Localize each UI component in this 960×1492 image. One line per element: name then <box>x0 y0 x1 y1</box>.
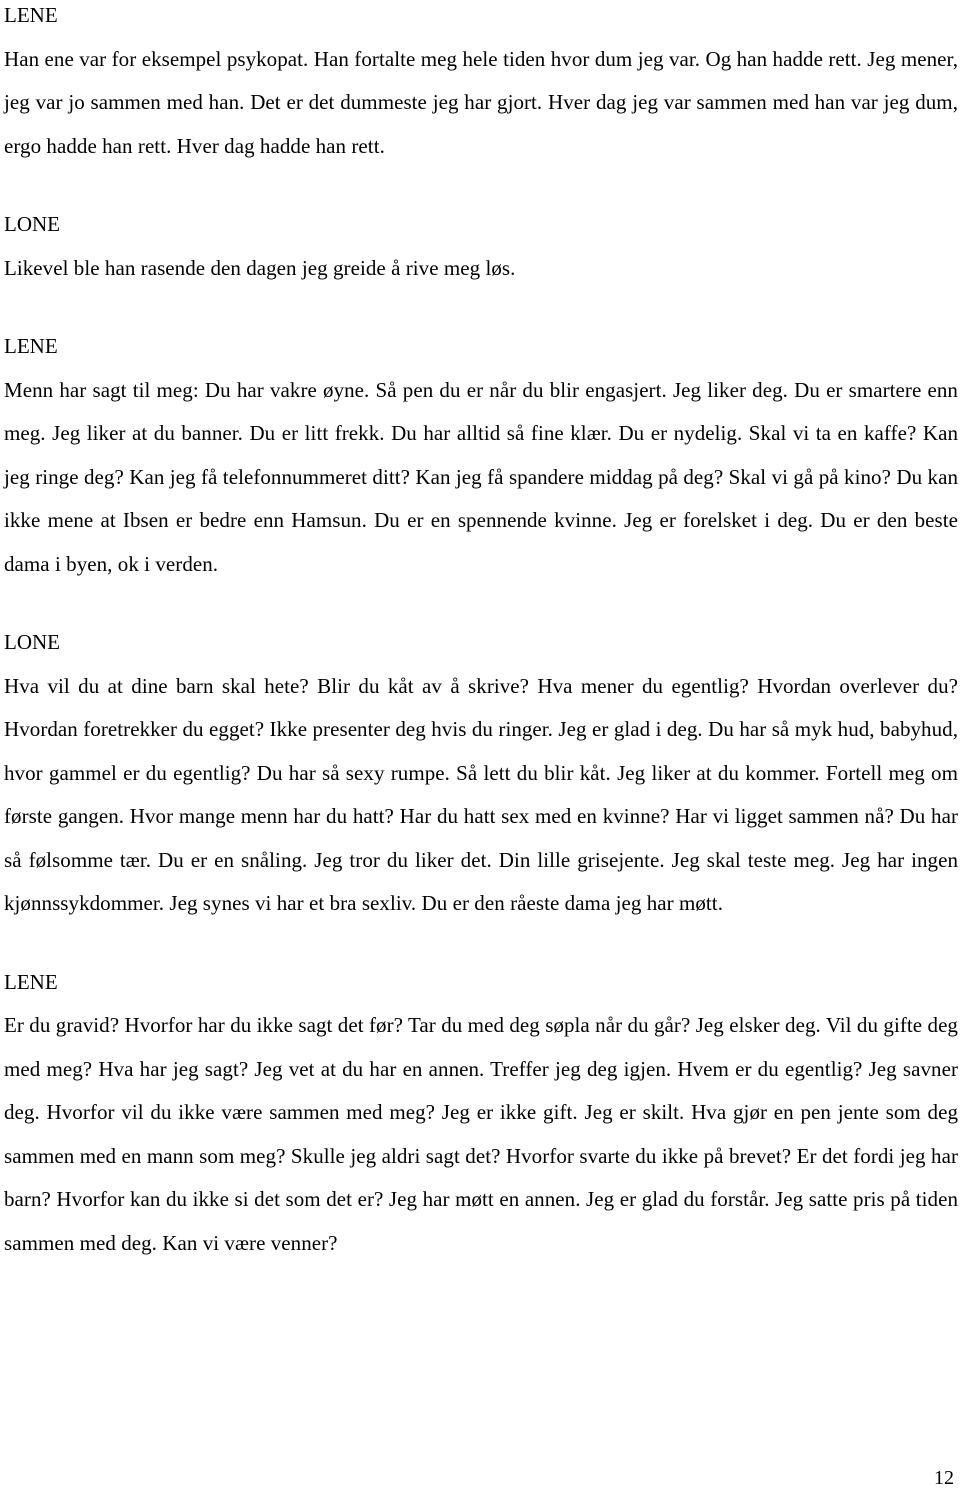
dialogue-block-4 <box>4 621 958 926</box>
dialogue-block-2 <box>4 203 958 290</box>
dialogue-text: Likevel ble han rasende den dagen jeg greide å rive meg løs. <box>4 255 516 280</box>
page-number: 12 <box>934 1467 954 1489</box>
dialogue-text: Han ene var for eksempel psykopat. Han fortalte meg hele tiden hvor dum jeg var. Og han hadde rett. Jeg mener, jeg var jo sammen med han. Det er det dummeste jeg har gjort. Hver dag jeg var sammen med han var jeg dum, ergo hadde han rett. Hver dag hadde han rett. <box>4 46 958 158</box>
dialogue-block-5 <box>4 961 958 1266</box>
dialogue-block-1 <box>4 0 958 168</box>
speaker-name: LONE <box>4 212 60 236</box>
dialogue-text: Er du gravid? Hvorfor har du ikke sagt det før? Tar du med deg søpla når du går? Jeg elsker deg. Vil du gifte deg med meg? Hva har jeg sagt? Jeg vet at du har en annen. Treffer jeg deg igjen. Hvem er du egentlig? Jeg savner deg. Hvorfor vil du ikke være sammen med meg? Jeg er ikke gift. Jeg er skilt. Hva gjør en pen jente som deg sammen med en mann som meg? Skulle jeg aldri sagt det? Hvorfor svarte du ikke på brevet? Er det fordi jeg har barn? Hvorfor kan du ikke si det som det er? Jeg har møtt en annen. Jeg er glad du forstår. Jeg satte pris på tiden sammen med deg. Kan vi være venner? <box>4 1013 958 1255</box>
speaker-name: LENE <box>4 969 58 994</box>
speaker-name: LENE <box>4 334 58 358</box>
speaker-name: LONE <box>4 630 60 654</box>
speaker-name: LENE <box>4 3 58 27</box>
dialogue-block-3 <box>4 325 958 586</box>
document-page <box>4 0 958 1300</box>
dialogue-text: Menn har sagt til meg: Du har vakre øyne. Så pen du er når du blir engasjert. Jeg liker deg. Du er smartere enn meg. Jeg liker at du banner. Du er litt frekk. Du har alltid så fine klær. Du er nydelig. Skal vi ta en kaffe? Kan jeg ringe deg? Kan jeg få telefonnummeret ditt? Kan jeg få spandere middag på deg? Skal vi gå på kino? Du kan ikke mene at Ibsen er bedre enn Hamsun. Du er en spennende kvinne. Jeg er forelsket i deg. Du er den beste dama i byen, ok i verden. <box>4 377 958 576</box>
dialogue-text: Hva vil du at dine barn skal hete? Blir du kåt av å skrive? Hva mener du egentlig? Hvordan overlever du? Hvordan foretrekker du egget? Ikke presenter deg hvis du ringer. Jeg er glad i deg. Du har så myk hud, babyhud, hvor gammel er du egentlig? Du har så sexy rumpe. Så lett du blir kåt. Jeg liker at du kommer. Fortell meg om første gangen. Hvor mange menn har du hatt? Har du hatt sex med en kvinne? Har vi ligget sammen nå? Du har så følsomme tær. Du er en snåling. Jeg tror du liker det. Din lille grisejente. Jeg skal teste meg. Jeg har ingen kjønnssykdommer. Jeg synes vi har et bra sexliv. Du er den råeste dama jeg har møtt. <box>4 673 958 915</box>
